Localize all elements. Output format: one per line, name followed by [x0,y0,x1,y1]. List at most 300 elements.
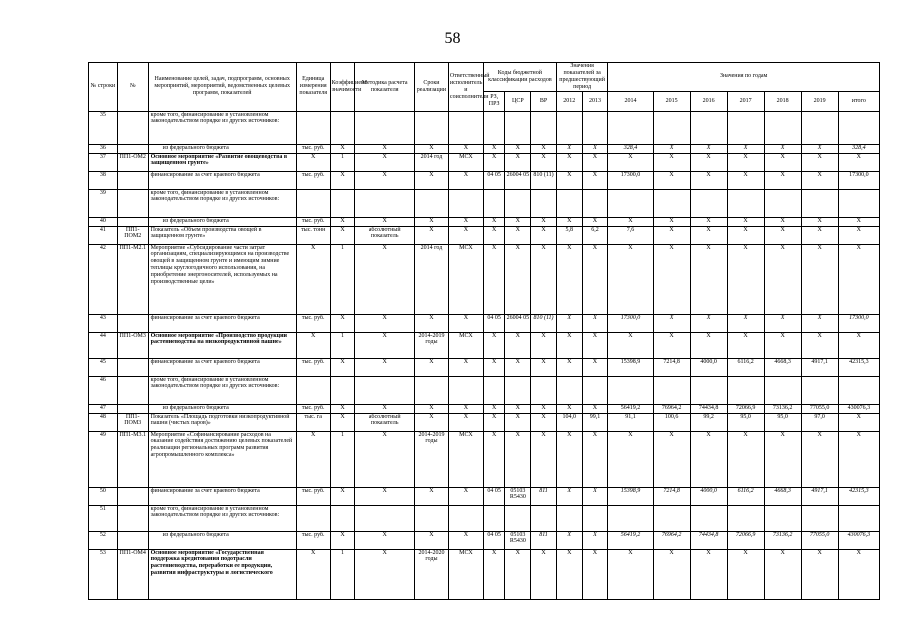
row-method-cell: абсолютный показатель [355,226,415,244]
row-2014-cell: 56419,2 [608,404,653,413]
row-name-cell: из федерального бюджета [148,404,296,413]
header-name: Наименование целей, задач, подпрограмм, основных мероприятий, мероприятий, ведомственных целевых программ, показателей [148,63,296,112]
row-responsible-cell: Х [448,217,483,226]
row-2017-cell [727,111,764,144]
row-term-cell: Х [414,226,448,244]
row-code-cell [117,505,148,531]
row-2016-cell: 99,2 [690,413,727,431]
row-vr-cell: 811 [531,487,557,505]
table-row [89,404,880,413]
row-rz-cell: Х [483,549,505,599]
row-2013-cell: Х [582,332,608,358]
row-total-cell: Х [838,431,879,487]
row-method-cell: Х [355,153,415,171]
row-coefficient-cell: 1 [330,549,355,599]
row-2018-cell [764,376,801,404]
row-2017-cell: Х [727,153,764,171]
row-number-cell: 49 [89,431,118,487]
row-2015-cell [653,111,690,144]
row-csr-cell: Х [505,332,531,358]
row-coefficient-cell: 1 [330,244,355,314]
row-2013-cell [582,505,608,531]
row-2019-cell: Х [801,244,838,314]
row-2016-cell: 4000,0 [690,358,727,376]
row-csr-cell [505,376,531,404]
row-2017-cell: Х [727,226,764,244]
row-total-cell [838,505,879,531]
row-responsible-cell [448,111,483,144]
row-rz-cell: Х [483,217,505,226]
row-csr-cell: Х [505,358,531,376]
row-2012-cell: Х [556,487,582,505]
row-responsible-cell: МСХ [448,153,483,171]
row-rz-cell: 04 05 [483,531,505,549]
row-coefficient-cell: Х [330,531,355,549]
row-rz-cell: 04 05 [483,171,505,189]
page-number: 58 [444,30,461,47]
row-method-cell: Х [355,217,415,226]
row-method-cell: Х [355,404,415,413]
row-2013-cell: Х [582,153,608,171]
row-2017-cell [727,376,764,404]
header-coefficient: Коэффициент значимости [330,63,355,112]
row-2012-cell [556,376,582,404]
table-row [89,244,880,314]
row-coefficient-cell: 1 [330,431,355,487]
row-vr-cell: Х [531,332,557,358]
row-2019-cell: 4917,1 [801,487,838,505]
row-2015-cell: Х [653,431,690,487]
header-term: Сроки реализации [414,63,448,112]
row-2016-cell [690,189,727,217]
row-method-cell [355,111,415,144]
header-year-2012: 2012 [556,91,582,111]
header-year-2014: 2014 [608,91,653,111]
row-term-cell: Х [414,487,448,505]
row-2016-cell: Х [690,171,727,189]
table-row [89,431,880,487]
row-vr-cell: Х [531,226,557,244]
row-method-cell: Х [355,358,415,376]
table-row [89,531,880,549]
row-unit-cell: Х [296,153,330,171]
row-coefficient-cell: Х [330,413,355,431]
row-2019-cell [801,111,838,144]
row-total-cell: 42315,3 [838,358,879,376]
row-unit-cell: тыс. тонн [296,226,330,244]
row-2014-cell: Х [608,153,653,171]
table-row [89,376,880,404]
row-2012-cell: 104,0 [556,413,582,431]
row-csr-cell: 26004 05 [505,171,531,189]
row-2012-cell: Х [556,431,582,487]
row-2013-cell: Х [582,144,608,153]
row-rz-cell: Х [483,413,505,431]
row-2015-cell: Х [653,314,690,332]
row-csr-cell: Х [505,431,531,487]
row-2012-cell [556,505,582,531]
row-name-cell: из федерального бюджета [148,217,296,226]
row-2018-cell [764,505,801,531]
row-2013-cell: 99,1 [582,413,608,431]
row-2019-cell [801,505,838,531]
row-total-cell: Х [838,217,879,226]
row-number-cell: 44 [89,332,118,358]
row-2019-cell [801,376,838,404]
row-term-cell [414,111,448,144]
row-term-cell: Х [414,171,448,189]
row-unit-cell: тыс. га [296,413,330,431]
row-2013-cell: Х [582,314,608,332]
table-row [89,189,880,217]
row-unit-cell: Х [296,431,330,487]
row-2015-cell: 7214,8 [653,487,690,505]
row-unit-cell: Х [296,332,330,358]
row-2018-cell: Х [764,153,801,171]
row-2019-cell: Х [801,226,838,244]
row-2016-cell: 74434,8 [690,404,727,413]
row-2019-cell [801,189,838,217]
row-vr-cell [531,376,557,404]
row-unit-cell: тыс. руб. [296,217,330,226]
row-2017-cell [727,505,764,531]
row-total-cell: 328,4 [838,144,879,153]
row-code-cell: ПП1-М2.1 [117,244,148,314]
row-total-cell: 430076,3 [838,404,879,413]
row-code-cell [117,217,148,226]
row-2012-cell: Х [556,358,582,376]
row-method-cell [355,376,415,404]
table-row [89,314,880,332]
row-2015-cell: Х [653,244,690,314]
row-2013-cell: 6,2 [582,226,608,244]
row-2017-cell: Х [727,431,764,487]
row-number-cell: 36 [89,144,118,153]
row-coefficient-cell: Х [330,144,355,153]
row-name-cell: Мероприятие «Субсидирование части затрат организациям, специализирующимся на производстве овощей в защищенном грунте и имеющим зимние теплицы круглогодичного использования, на приобретение энергоносителей, используемых на производственные цели» [148,244,296,314]
row-2016-cell: Х [690,314,727,332]
row-vr-cell: Х [531,413,557,431]
row-coefficient-cell: Х [330,171,355,189]
row-2019-cell: 4917,1 [801,358,838,376]
row-vr-cell: 810 (11) [531,171,557,189]
row-csr-cell [505,111,531,144]
row-code-cell [117,487,148,505]
row-2015-cell: Х [653,144,690,153]
row-2014-cell: 7,6 [608,226,653,244]
row-responsible-cell: МСХ [448,332,483,358]
row-responsible-cell: МСХ [448,549,483,599]
row-name-cell: финансирование за счет краевого бюджета [148,171,296,189]
row-2012-cell: Х [556,153,582,171]
row-total-cell: 17300,0 [838,171,879,189]
row-term-cell: Х [414,531,448,549]
row-2014-cell: Х [608,431,653,487]
row-2016-cell: 4000,0 [690,487,727,505]
row-2016-cell: Х [690,549,727,599]
row-2018-cell: 73136,2 [764,531,801,549]
table-row [89,171,880,189]
row-2015-cell: Х [653,171,690,189]
row-2013-cell: Х [582,244,608,314]
row-name-cell: кроме того, финансирование в установленном законодательством порядке из других источников: [148,189,296,217]
row-vr-cell [531,505,557,531]
row-2018-cell: Х [764,549,801,599]
row-total-cell: 430076,3 [838,531,879,549]
row-term-cell [414,376,448,404]
row-term-cell: Х [414,144,448,153]
row-2016-cell: Х [690,153,727,171]
row-number-cell: 41 [89,226,118,244]
row-responsible-cell: Х [448,404,483,413]
row-2014-cell: 17300,0 [608,314,653,332]
row-code-cell [117,404,148,413]
row-name-cell: из федерального бюджета [148,144,296,153]
row-term-cell: 2014-2019 годы [414,332,448,358]
row-2014-cell [608,505,653,531]
row-responsible-cell: Х [448,531,483,549]
row-code-cell: ПП1-М3.1 [117,431,148,487]
row-term-cell: 2014-2020 годы [414,549,448,599]
row-rz-cell: Х [483,244,505,314]
table-row [89,217,880,226]
row-code-cell: ПП1-ОМ4 [117,549,148,599]
row-2015-cell: Х [653,332,690,358]
row-name-cell: из федерального бюджета [148,531,296,549]
row-method-cell: Х [355,314,415,332]
table-row [89,144,880,153]
row-vr-cell: 811 [531,531,557,549]
row-total-cell: 42315,3 [838,487,879,505]
header-method: Методика расчета показателя [355,63,415,112]
row-2019-cell: Х [801,314,838,332]
row-coefficient-cell: Х [330,226,355,244]
row-name-cell: финансирование за счет краевого бюджета [148,358,296,376]
row-method-cell: Х [355,171,415,189]
row-rz-cell [483,376,505,404]
row-2018-cell: Х [764,226,801,244]
row-number-cell: 35 [89,111,118,144]
row-2015-cell: 100,6 [653,413,690,431]
row-2012-cell [556,189,582,217]
row-2018-cell: 4668,3 [764,487,801,505]
row-vr-cell: Х [531,431,557,487]
table-row [89,332,880,358]
row-rz-cell: Х [483,226,505,244]
header-row-number: № строки [89,63,118,112]
row-method-cell: Х [355,144,415,153]
row-code-cell [117,314,148,332]
row-responsible-cell: МСХ [448,431,483,487]
row-unit-cell: тыс. руб. [296,358,330,376]
row-2016-cell [690,376,727,404]
row-2015-cell [653,189,690,217]
row-name-cell: Показатель «Объем производства овощей в защищенном грунте» [148,226,296,244]
row-unit-cell: тыс. руб. [296,314,330,332]
row-coefficient-cell: 1 [330,332,355,358]
row-method-cell [355,189,415,217]
row-2015-cell [653,505,690,531]
row-coefficient-cell: Х [330,217,355,226]
row-2016-cell: Х [690,217,727,226]
row-rz-cell: Х [483,404,505,413]
row-rz-cell: Х [483,358,505,376]
row-2019-cell: Х [801,171,838,189]
row-rz-cell: 04 05 [483,487,505,505]
table-row [89,487,880,505]
row-2016-cell: Х [690,431,727,487]
table-row [89,111,880,144]
header-year-2013: 2013 [582,91,608,111]
row-term-cell: Х [414,413,448,431]
row-responsible-cell: Х [448,144,483,153]
row-2015-cell: 76964,2 [653,531,690,549]
header-year-2018: 2018 [764,91,801,111]
row-coefficient-cell [330,111,355,144]
row-2015-cell [653,376,690,404]
row-method-cell: Х [355,431,415,487]
row-2012-cell: Х [556,217,582,226]
row-2018-cell: Х [764,217,801,226]
row-2014-cell [608,189,653,217]
row-name-cell: финансирование за счет краевого бюджета [148,487,296,505]
row-2014-cell: 17300,0 [608,171,653,189]
row-responsible-cell: МСХ [448,244,483,314]
header-csr: ЦСР [505,91,531,111]
header-rz: РЗ, ПРЗ [483,91,505,111]
row-2019-cell: 97,0 [801,413,838,431]
row-number-cell: 37 [89,153,118,171]
row-csr-cell: Х [505,244,531,314]
row-code-cell [117,358,148,376]
row-2019-cell: Х [801,549,838,599]
row-total-cell: Х [838,413,879,431]
row-code-cell [117,171,148,189]
row-responsible-cell: Х [448,413,483,431]
row-coefficient-cell: Х [330,358,355,376]
row-csr-cell: Х [505,217,531,226]
row-2012-cell: 5,8 [556,226,582,244]
row-total-cell: Х [838,244,879,314]
row-2017-cell: Х [727,332,764,358]
row-name-cell: кроме того, финансирование в установленном законодательством порядке из других источников: [148,111,296,144]
row-csr-cell: 26004 05 [505,314,531,332]
header-number: № [117,63,148,112]
row-2019-cell: Х [801,144,838,153]
row-2012-cell: Х [556,244,582,314]
row-2016-cell: Х [690,332,727,358]
row-2018-cell: 95,0 [764,413,801,431]
row-number-cell: 39 [89,189,118,217]
row-total-cell: Х [838,332,879,358]
row-vr-cell: Х [531,244,557,314]
row-2015-cell: Х [653,549,690,599]
row-rz-cell [483,505,505,531]
row-2012-cell: Х [556,531,582,549]
row-vr-cell: 810 (11) [531,314,557,332]
header-vr: ВР [531,91,557,111]
row-2014-cell: Х [608,244,653,314]
header-values-by-year: Значения по годам [608,63,880,92]
row-csr-cell [505,505,531,531]
header-previous-period: Значения показателей за предшествующий период [556,63,607,92]
row-total-cell [838,189,879,217]
row-rz-cell: Х [483,332,505,358]
row-2018-cell: 4668,3 [764,358,801,376]
row-2018-cell: Х [764,144,801,153]
row-method-cell: Х [355,487,415,505]
row-term-cell [414,505,448,531]
row-unit-cell: тыс. руб. [296,144,330,153]
row-2019-cell: Х [801,217,838,226]
row-code-cell [117,144,148,153]
row-2016-cell [690,505,727,531]
row-2015-cell: 76964,2 [653,404,690,413]
program-table-wrapper [88,62,880,640]
row-csr-cell [505,189,531,217]
row-2013-cell: Х [582,217,608,226]
row-term-cell: 2014-2019 годы [414,431,448,487]
row-csr-cell: Х [505,226,531,244]
row-2017-cell: 72066,9 [727,404,764,413]
row-csr-cell: Х [505,144,531,153]
row-term-cell [414,189,448,217]
row-unit-cell: Х [296,549,330,599]
row-2012-cell [556,111,582,144]
row-2012-cell: Х [556,549,582,599]
row-rz-cell: 04 05 [483,314,505,332]
row-method-cell [355,505,415,531]
row-responsible-cell [448,376,483,404]
row-2012-cell: Х [556,404,582,413]
header-unit: Единица измерения показателя [296,63,330,112]
row-2017-cell: Х [727,244,764,314]
table-row [89,549,880,599]
row-code-cell: ПП1-ОМ3 [117,332,148,358]
row-number-cell: 45 [89,358,118,376]
header-responsible: Ответственный исполнитель и соисполнители [448,63,483,112]
row-2014-cell: Х [608,332,653,358]
row-code-cell: ПП1-ПОМ3 [117,413,148,431]
row-2019-cell: 77055,0 [801,531,838,549]
row-2018-cell: 73136,2 [764,404,801,413]
row-code-cell: ПП1-ПОМ2 [117,226,148,244]
row-csr-cell: Х [505,413,531,431]
row-2015-cell: Х [653,226,690,244]
row-2018-cell: Х [764,244,801,314]
row-2018-cell [764,111,801,144]
row-csr-cell: 05103 R5430 [505,531,531,549]
header-year-2015: 2015 [653,91,690,111]
row-unit-cell [296,189,330,217]
row-vr-cell [531,111,557,144]
row-2013-cell: Х [582,358,608,376]
row-number-cell: 48 [89,413,118,431]
table-row [89,413,880,431]
row-code-cell [117,111,148,144]
row-coefficient-cell [330,376,355,404]
row-name-cell: Показатель «Площадь подготовки низкопродуктивной пашни (чистых паров)» [148,413,296,431]
header-year-2017: 2017 [727,91,764,111]
row-code-cell: ПП1-ОМ2 [117,153,148,171]
row-2014-cell: 328,4 [608,144,653,153]
row-rz-cell [483,189,505,217]
row-name-cell: Основное мероприятие «Развитие овощеводства в защищенном грунте» [148,153,296,171]
row-total-cell [838,376,879,404]
row-total-cell: Х [838,226,879,244]
row-2018-cell: Х [764,171,801,189]
row-number-cell: 51 [89,505,118,531]
